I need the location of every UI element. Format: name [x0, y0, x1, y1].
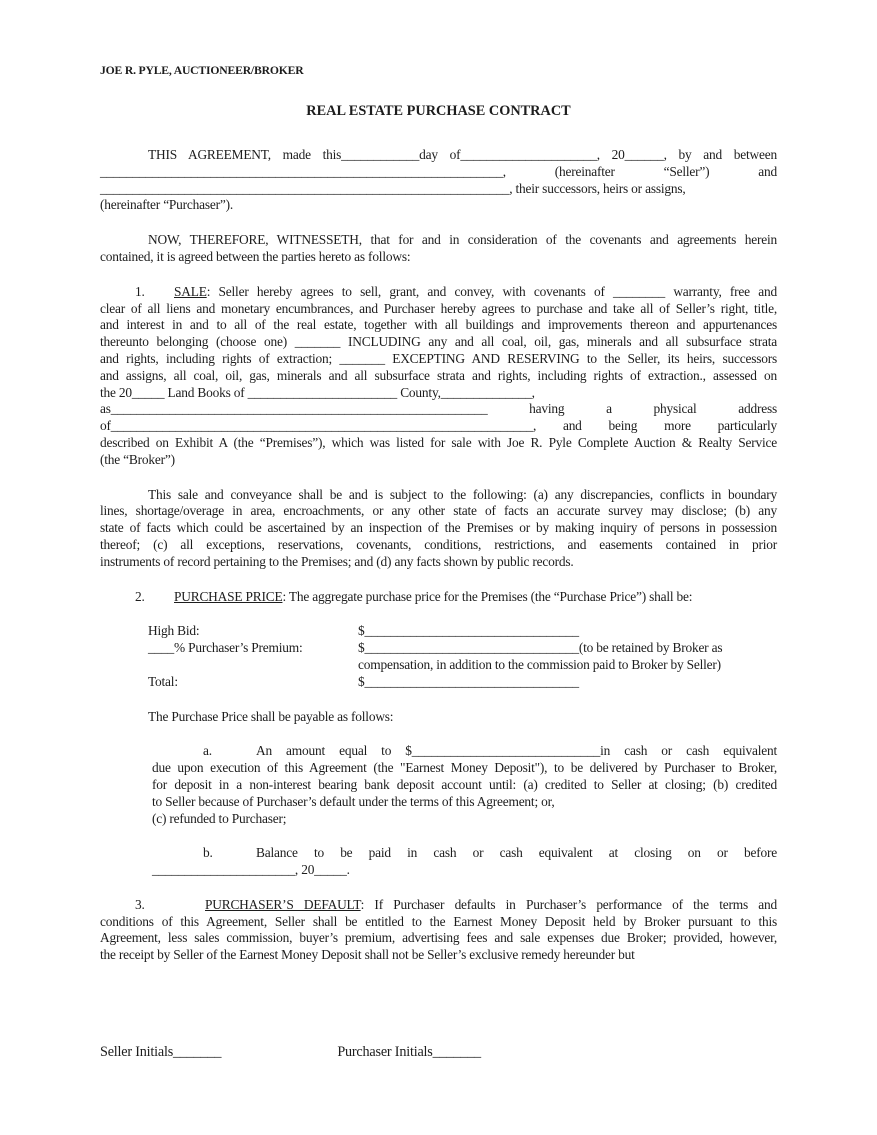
subsection-b-balance: b. Balance to be paid in cash or cash equivalent at closing on or before ______________________, 20_____.	[152, 845, 777, 878]
section-3-purchasers-default: 3. PURCHASER’S DEFAULT: If Purchaser defaults in Purchaser’s performance of the terms and conditions of this Agreement, Seller shall be entitled to the Earnest Money Deposit held by Broker pursuant to this Agreement, less sales commission, buyer’s premium, advertising fees and sale expenses due Broker; provided, however, the receipt by Seller of the Earnest Money Deposit shall not be Seller’s exclusive remedy hereunder but	[100, 896, 777, 963]
subject-to-paragraph: This sale and conveyance shall be and is subject to the following: (a) any discrepancies, conflicts in boundary lines, shortage/overage in area, encroachments, or any other state of facts an accurate survey may disclose; (b) any state of facts which could be ascertained by an inspection of the Premises or by making inquiry of persons in possession thereof; (c) all exceptions, reservations, covenants, conditions, restrictions, and easements contained in prior instruments of record pertaining to the Premises; and (d) any facts shown by public records.	[100, 486, 777, 569]
price-row-premium-note	[148, 657, 777, 674]
price-row-value-blank: $_________________________________(to be retained by Broker as	[358, 640, 723, 656]
broker-header: JOE R. PYLE, AUCTIONEER/BROKER	[100, 64, 304, 77]
purchaser-initials-blank: Purchaser Initials_______	[337, 1044, 481, 1061]
payable-line: The Purchase Price shall be payable as follows:	[148, 708, 394, 724]
agreement-intro-paragraph: THIS AGREEMENT, made this____________day of_____________________, 20______, by and between ______________________________________________________________, (hereinafter “Seller”) and _______________________________________________________________, their successors, heirs or assigns, (hereinafter “Purchaser”).	[100, 147, 777, 213]
price-row-label: ____% Purchaser’s Premium:	[148, 640, 303, 656]
seller-initials-blank: Seller Initials_______	[100, 1044, 222, 1061]
document-title: REAL ESTATE PURCHASE CONTRACT	[306, 103, 571, 119]
price-row-value-blank: $_________________________________	[358, 673, 579, 689]
section-2-purchase-price: 2. PURCHASE PRICE: The aggregate purchase price for the Premises (the “Purchase Price”) shall be:	[135, 588, 693, 604]
price-row-label	[148, 657, 358, 674]
signature-footer	[100, 1044, 777, 1061]
price-row-note: compensation, in addition to the commission paid to Broker by Seller)	[358, 656, 721, 672]
price-row-high-bid	[148, 623, 777, 640]
price-row-value-blank: $_________________________________	[358, 623, 579, 639]
section-1-sale: 1. SALE: Seller hereby agrees to sell, grant, and convey, with covenants of ________ warranty, free and clear of all liens and monetary encumbrances, and Purchaser hereby agrees to purchase and take all of Seller’s right, title, and interest in and to all of the real estate, together with all buildings and improvements thereon and appurtenances thereunto belonging (choose one) _______ INCLUDING any and all coal, oil, gas, minerals and all subsurface strata and rights, including rights of extraction; _______ EXCEPTING AND RESERVING to the Seller, its heirs, successors and assigns, all coal, oil, gas, minerals and all subsurface strata and rights, including rights of extraction., assessed on the 20_____ Land Books of _______________________ County,______________, as__________________________________________________________ having a physical address of_________________________________________________________________, and being more particularly described on Exhibit A (the “Premises”), which was listed for sale with Joe R. Pyle Complete Auction & Realty Service (the “Broker”)	[100, 283, 777, 467]
price-row-total	[148, 674, 777, 691]
price-row-label: High Bid:	[148, 623, 200, 639]
witnesseth-paragraph: NOW, THEREFORE, WITNESSETH, that for and in consideration of the covenants and agreements herein contained, it is agreed between the parties hereto as follows:	[100, 232, 777, 264]
price-table	[148, 623, 777, 690]
subsection-a-earnest-money: a. An amount equal to $_____________________________in cash or cash equivalent due upon execution of this Agreement (the "Earnest Money Deposit"), to be delivered by Purchaser to Broker, for deposit in a non-interest bearing bank deposit account until: (a) credited to Seller at closing; (b) credited to Seller because of Purchaser’s default under the terms of this Agreement; or, (c) refunded to Purchaser;	[152, 743, 777, 826]
price-row-purchasers-premium	[148, 640, 777, 657]
price-row-label: Total:	[148, 673, 178, 689]
